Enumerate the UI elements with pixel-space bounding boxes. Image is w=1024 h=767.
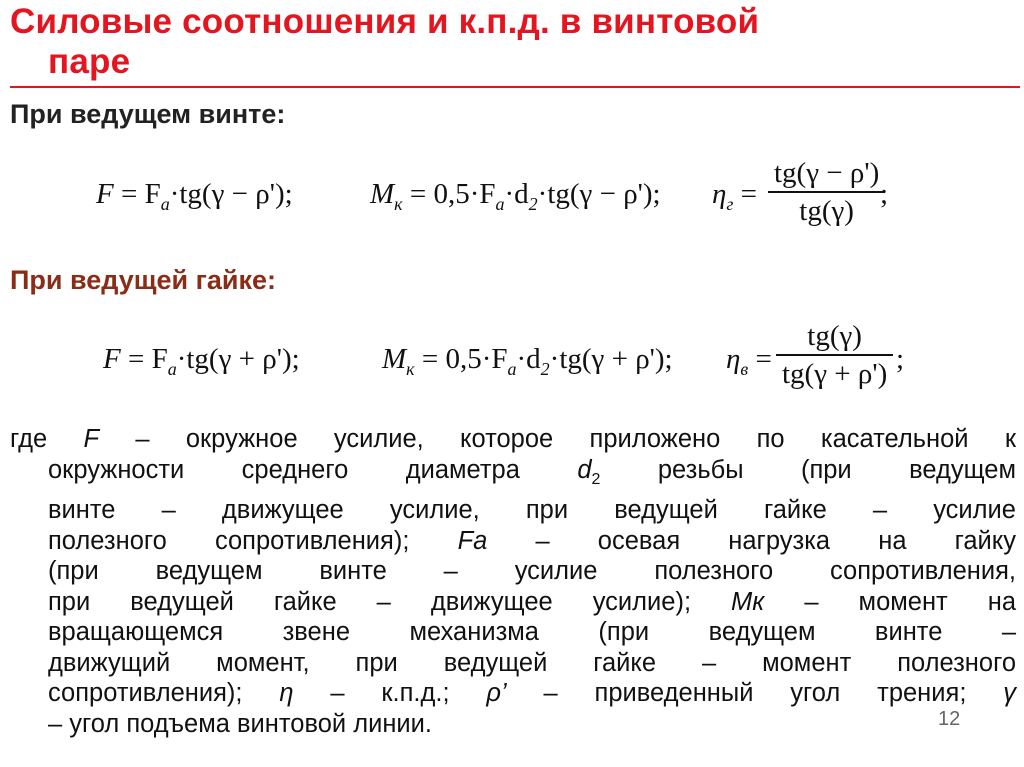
force-formula: $F = F_a\cdot tg(\gamma - \rho')$; <box>96 178 293 214</box>
section-heading-leading-screw: При ведущем винте: <box>10 99 286 129</box>
formula-row-leading-screw <box>0 157 1024 250</box>
explanation-line: сопротивления); η – к.п.д.; ρ’ – приведенный угол трения; γ <box>48 679 1016 708</box>
fraction-bar <box>768 191 885 193</box>
efficiency-numerator: tg(γ) <box>807 320 862 352</box>
explanation-line: при ведущей гайке – движущее усилие); Мк – момент на <box>48 587 1016 616</box>
formula-row-leading-nut <box>0 320 1024 415</box>
slide-title-line2: паре <box>48 42 131 81</box>
efficiency-symbol: $\eta_в$ = <box>726 343 772 379</box>
explanation-text <box>10 424 1016 739</box>
efficiency-denominator: tg(γ + ρ') <box>782 358 888 390</box>
explanation-line: вращающемся звене механизма (при ведущем винте – <box>48 618 1016 647</box>
formula-semicolon: ; <box>896 343 905 375</box>
fraction-bar <box>776 354 893 356</box>
efficiency-symbol: $\eta_г$ = <box>712 178 758 214</box>
explanation-line: полезного сопротивления); Fa – осевая нагрузка на гайку <box>48 526 1016 555</box>
force-formula: $F = F_a\cdot tg(\gamma + \rho')$; <box>103 343 300 379</box>
efficiency-fraction <box>776 319 893 391</box>
explanation-line: где F – окружное усилие, которое приложено по касательной к <box>10 425 1016 453</box>
slide-title-line1: Силовые соотношения и к.п.д. в винтовой <box>10 2 760 41</box>
explanation-line: окружности среднего диаметра $d_2$ резьбы (при ведущем <box>48 455 1016 488</box>
explanation-line: – угол подъема винтовой линии. <box>48 709 433 738</box>
formula-semicolon: ; <box>880 178 889 210</box>
explanation-line: винте – движущее усилие, при ведущей гайке – усилие <box>48 496 1016 525</box>
title-underline <box>10 86 1020 88</box>
torque-formula: $M_к = 0,5\cdot F_a\cdot d_2\cdot tg(\gamma - \rho')$; <box>370 178 661 214</box>
slide-number: 12 <box>938 708 961 730</box>
explanation-line: движущий момент, при ведущей гайке – момент полезного <box>48 648 1016 677</box>
efficiency-numerator: tg(γ − ρ') <box>774 157 880 189</box>
section-heading-leading-nut: При ведущей гайке: <box>10 265 277 295</box>
explanation-line: (при ведущем винте – усилие полезного сопротивления, <box>48 557 1016 586</box>
torque-formula: $M_к = 0,5\cdot F_a\cdot d_2\cdot tg(\gamma + \rho')$; <box>382 343 673 379</box>
slide-title <box>10 2 1010 82</box>
efficiency-fraction <box>768 156 885 228</box>
efficiency-denominator: tg(γ) <box>799 195 854 227</box>
